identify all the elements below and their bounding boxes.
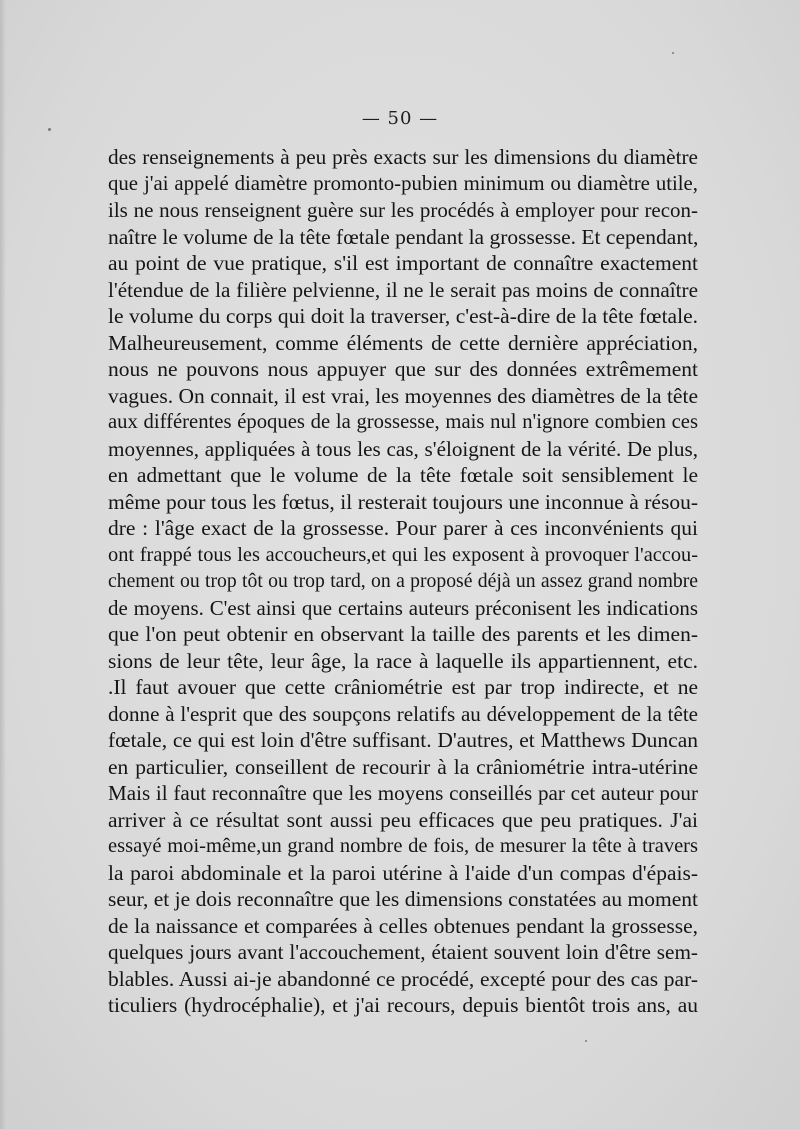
text-line: moyennes, appliquées à tous les cas, s'éloignent de la vérité. De plus,	[108, 436, 698, 461]
page-number: — 50 —	[361, 108, 439, 129]
text-line: la paroi abdominale et la paroi utérine à l'aide d'un compas d'épais-	[108, 860, 698, 885]
text-line: essayé moi-même,un grand nombre de fois, de mesurer la tête à travers	[108, 835, 698, 857]
text-line: aux différentes époques de la grossesse, mais nul n'ignore combien ces	[108, 411, 698, 433]
text-line: au point de vue pratique, s'il est important de connaître exactement	[108, 251, 698, 275]
text-line: ont frappé tous les accoucheurs,et qui les exposent à provoquer l'accou-	[108, 543, 698, 566]
text-line: de moyens. C'est ainsi que certains auteurs préconisent les indications	[108, 595, 698, 620]
text-line: ticuliers (hydrocéphalie), et j'ai recours, depuis bientôt trois ans, au	[108, 993, 698, 1017]
text-line: de la naissance et comparées à celles obtenues pendant la grossesse,	[108, 913, 698, 938]
text-line: sions de leur tête, leur âge, la race à laquelle ils appartiennent, etc.	[108, 648, 698, 673]
text-line: en admettant que le volume de la tête fœtale soit sensiblement le	[108, 463, 698, 487]
text-line: donne à l'esprit que des soupçons relatifs au développement de la tête	[108, 701, 698, 726]
text-line: fœtale, ce qui est loin d'être suffisant. D'autres, et Matthews Duncan	[108, 728, 698, 752]
paper-speck	[48, 128, 51, 131]
text-line: ils ne nous renseignent guère sur les procédés à employer pour recon-	[108, 198, 698, 222]
text-line: arriver à ce résultat sont aussi peu efficaces que peu pratiques. J'ai	[108, 807, 698, 832]
text-line: des renseignements à peu près exacts sur les dimensions du diamètre	[108, 145, 698, 169]
text-line: dre : l'âge exact de la grossesse. Pour parer à ces inconvénients qui	[108, 516, 698, 540]
text-line: Mais il faut reconnaître que les moyens conseillés par cet auteur pour	[108, 781, 698, 805]
text-line: que j'ai appelé diamètre promonto-pubien minimum ou diamètre utile,	[108, 171, 698, 195]
text-line: chement ou trop tôt ou trop tard, on a proposé déjà un assez grand nombre	[108, 570, 698, 592]
text-line: vagues. On connait, il est vrai, les moyennes des diamètres de la tête	[108, 383, 698, 408]
text-line: l'étendue de la filière pelvienne, il ne le serait pas moins de connaître	[108, 277, 698, 302]
text-line: seur, et je dois reconnaître que les dimensions constatées au moment	[108, 887, 698, 911]
paper-speck	[585, 1040, 587, 1042]
text-line: que l'on peut obtenir en observant la taille des parents et les dimen-	[108, 622, 698, 646]
text-line: le volume du corps qui doit la traverser, c'est-à-dire de la tête fœtale.	[108, 304, 698, 328]
paper-speck	[672, 52, 674, 54]
text-line: .Il faut avouer que cette crâniométrie est par trop indirecte, et ne	[108, 675, 698, 699]
page-edge-shadow	[0, 0, 6, 1129]
body-text	[108, 144, 698, 1019]
text-line: naître le volume de la tête fœtale pendant la grossesse. Et cependant,	[108, 224, 698, 249]
text-line: quelques jours avant l'accouchement, étaient souvent loin d'être sem-	[108, 940, 698, 964]
text-line: nous ne pouvons nous appuyer que sur des données extrêmement	[108, 357, 698, 381]
text-line: même pour tous les fœtus, il resterait toujours une inconnue à résou-	[108, 489, 698, 514]
text-line: en particulier, conseillent de recourir à la crâniométrie intra-utérine	[108, 754, 698, 779]
text-line: blables. Aussi ai-je abandonné ce procédé, excepté pour des cas par-	[108, 966, 698, 991]
text-line: Malheureusement, comme éléments de cette dernière appréciation,	[108, 330, 698, 355]
